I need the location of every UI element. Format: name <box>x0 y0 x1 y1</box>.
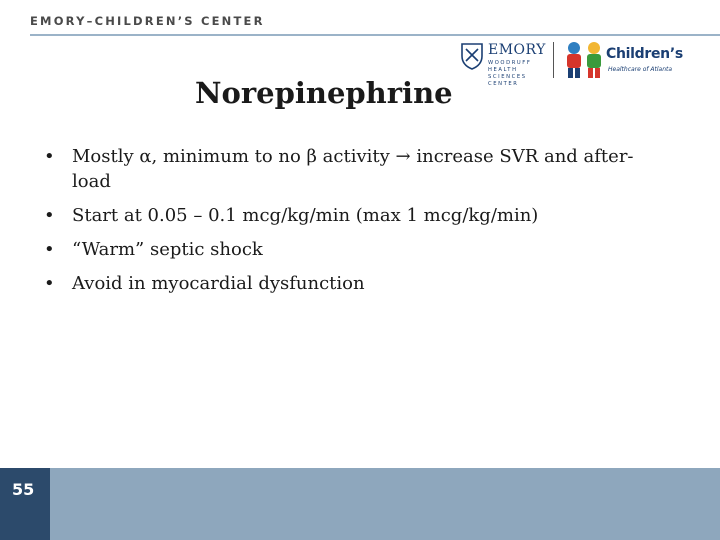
bullet-text: “Warm” septic shock <box>72 239 263 260</box>
footer-bar <box>0 468 720 540</box>
bullet-item <box>44 237 664 262</box>
page-number-box <box>0 468 50 540</box>
emory-shield-icon <box>460 42 484 70</box>
logo-divider <box>553 42 554 78</box>
page-number: 55 <box>12 480 35 499</box>
bullet-text: Start at 0.05 – 0.1 mcg/kg/min (max 1 mcg/kg/min) <box>72 205 539 226</box>
childrens-logo-subtext: Healthcare of Atlanta <box>608 66 673 73</box>
header-title: EMORY–CHILDREN’S CENTER <box>30 14 265 28</box>
bullet-dot-icon: • <box>44 239 55 260</box>
slide-title: Norepinephrine <box>195 76 453 110</box>
header-divider <box>30 34 720 36</box>
bullet-text: Avoid in myocardial dysfunction <box>72 273 365 294</box>
childrens-kids-icon <box>564 40 606 80</box>
bullet-list <box>44 144 664 305</box>
bullet-dot-icon: • <box>44 146 55 167</box>
bullet-text: Mostly α, minimum to no β activity → increase SVR and after-load <box>72 146 634 192</box>
logo-group <box>456 40 696 92</box>
bullet-item <box>44 271 664 296</box>
bullet-item <box>44 203 664 228</box>
emory-logo-subtext: WOODRUFF HEALTH SCIENCES CENTER <box>488 60 532 87</box>
bullet-item <box>44 144 664 194</box>
emory-logo-text: EMORY <box>488 42 546 58</box>
bullet-dot-icon: • <box>44 205 55 226</box>
bullet-dot-icon: • <box>44 273 55 294</box>
childrens-logo-text: Children’s <box>606 46 683 62</box>
